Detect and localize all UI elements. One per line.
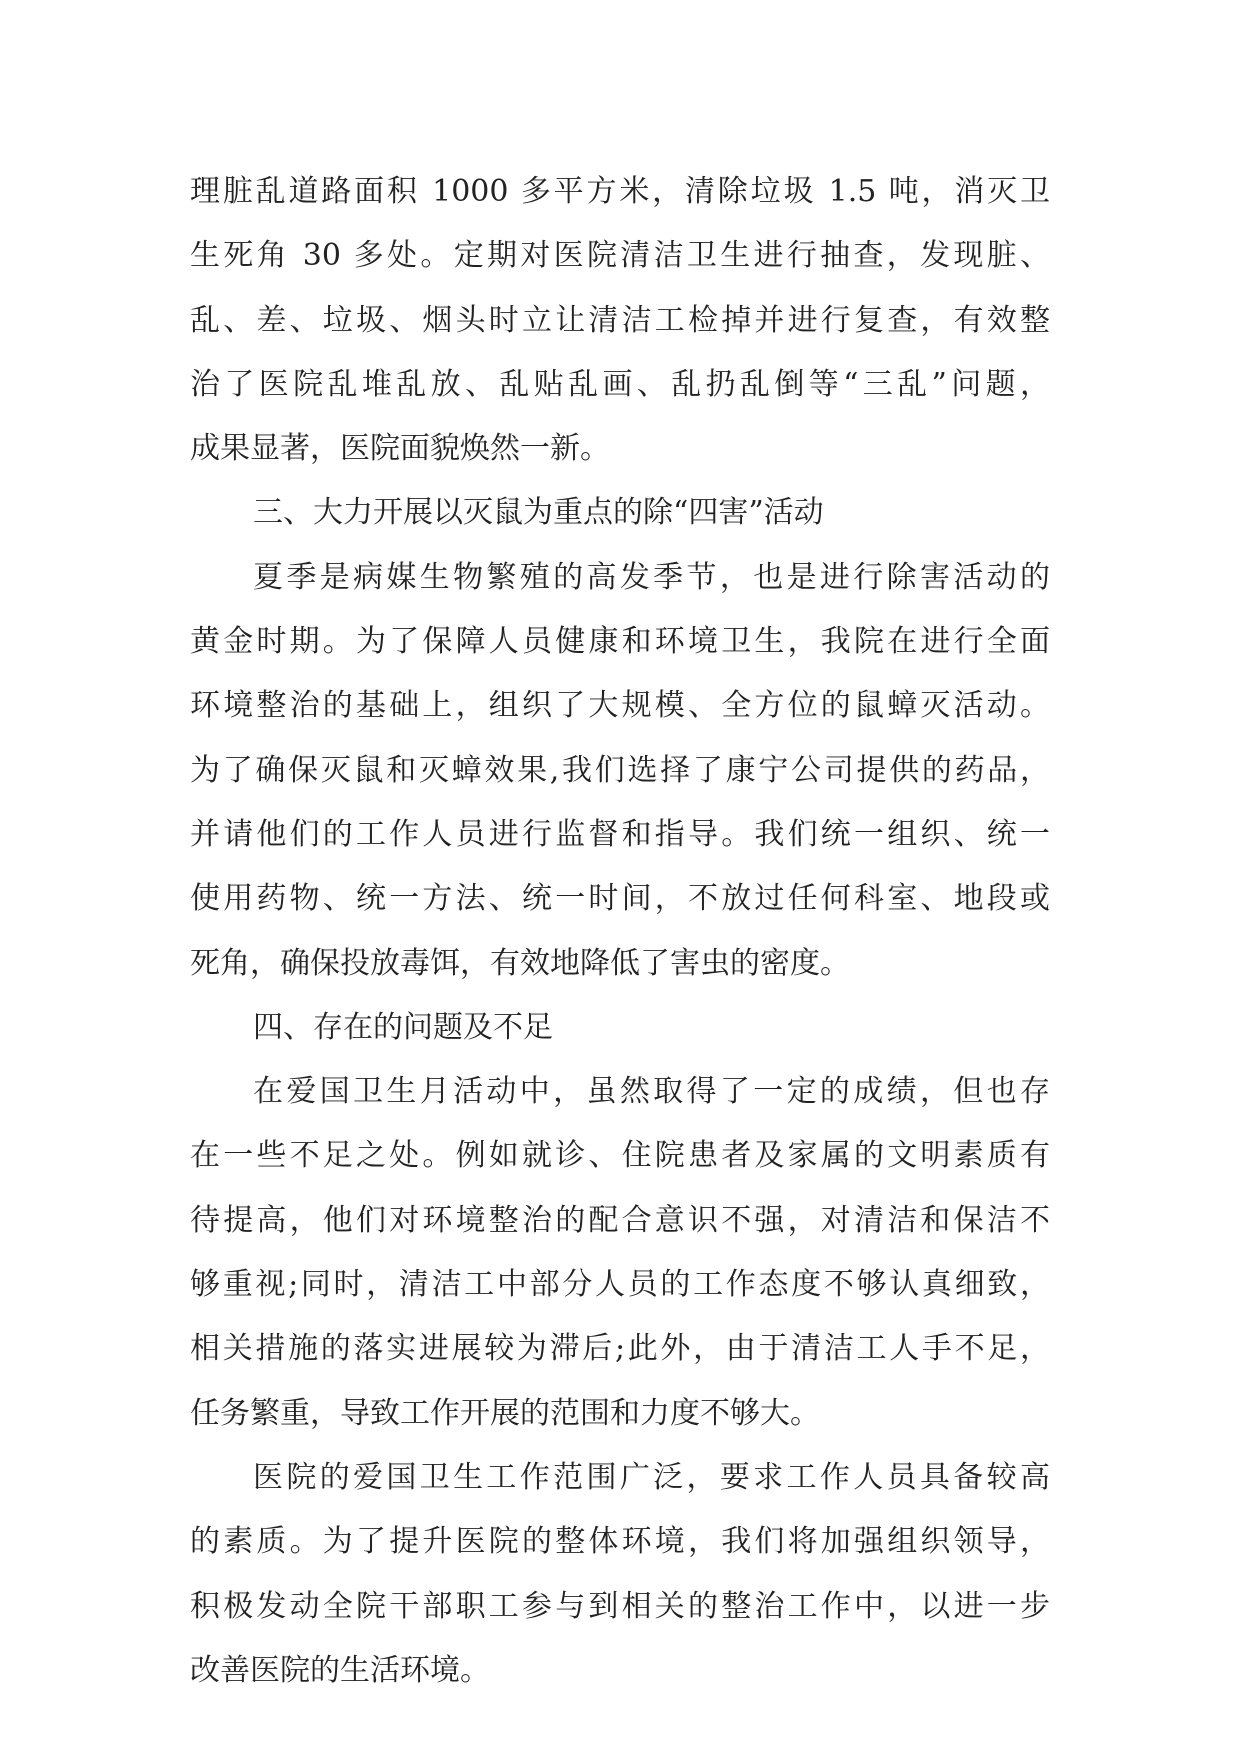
section-heading: 三、大力开展以灭鼠为重点的除“四害”活动 [253, 495, 824, 531]
text-line: 生死角 30 多处。定期对医院清洁卫生进行抽查，发现脏、 [190, 238, 1050, 274]
text-line: 使用药物、统一方法、统一时间，不放过任何科室、地段或 [190, 881, 1050, 917]
text-line: 医院的爱国卫生工作范围广泛，要求工作人员具备较高 [253, 1459, 1050, 1495]
text-line: 在爱国卫生月活动中，虽然取得了一定的成绩，但也存 [253, 1074, 1050, 1110]
text-line: 黄金时期。为了保障人员健康和环境卫生，我院在进行全面 [190, 624, 1050, 660]
text-line: 并请他们的工作人员进行监督和指导。我们统一组织、统一 [190, 816, 1050, 852]
text-line: 任务繁重，导致工作开展的范围和力度不够大。 [190, 1395, 820, 1431]
text-line: 在一些不足之处。例如就诊、住院患者及家属的文明素质有 [190, 1138, 1050, 1174]
section-heading: 四、存在的问题及不足 [253, 1009, 553, 1045]
text-line: 为了确保灭鼠和灭蟑效果,我们选择了康宁公司提供的药品， [190, 752, 1050, 788]
text-line: 够重视;同时，清洁工中部分人员的工作态度不够认真细致， [190, 1267, 1050, 1303]
text-line: 的素质。为了提升医院的整体环境，我们将加强组织领导， [190, 1524, 1050, 1560]
text-line: 治了医院乱堆乱放、乱贴乱画、乱扔乱倒等“三乱”问题， [190, 366, 1050, 402]
text-line: 积极发动全院干部职工参与到相关的整治工作中，以进一步 [190, 1588, 1050, 1624]
text-line: 理脏乱道路面积 1000 多平方米，清除垃圾 1.5 吨，消灭卫 [190, 174, 1050, 209]
text-line: 成果显著，医院面貌焕然一新。 [190, 431, 610, 467]
text-line: 乱、差、垃圾、烟头时立让清洁工检掉并进行复查，有效整 [190, 302, 1050, 338]
text-line: 相关措施的落实进展较为滞后;此外，由于清洁工人手不足， [190, 1331, 1050, 1367]
text-line: 待提高，他们对环境整治的配合意识不强，对清洁和保洁不 [190, 1202, 1050, 1238]
text-line: 夏季是病媒生物繁殖的高发季节，也是进行除害活动的 [253, 559, 1050, 595]
text-line: 改善医院的生活环境。 [190, 1652, 490, 1688]
document-body [190, 160, 1050, 1703]
text-line: 死角，确保投放毒饵，有效地降低了害虫的密度。 [190, 945, 850, 981]
text-line: 环境整治的基础上，组织了大规模、全方位的鼠蟑灭活动。 [190, 688, 1050, 724]
